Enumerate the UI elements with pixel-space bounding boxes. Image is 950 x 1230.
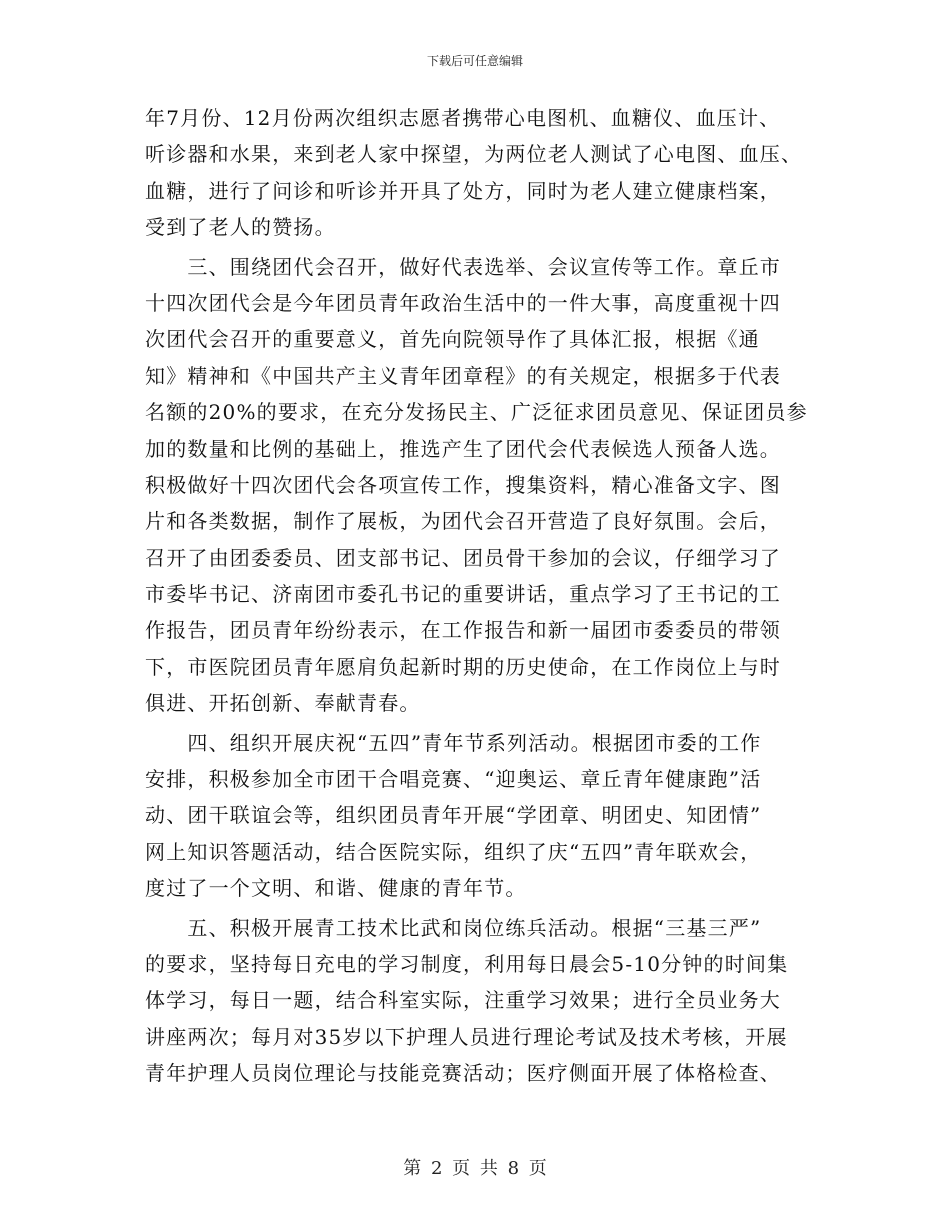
text-line: 知》精神和《中国共产主义青年团章程》的有关规定，根据多于代表	[145, 363, 781, 388]
text-line: 召开了由团委委员、团支部书记、团员骨干参加的会议，仔细学习了	[145, 545, 781, 570]
text-line: 受到了老人的赞扬。	[145, 215, 336, 240]
text-line: 片和各类数据，制作了展板，为团代会召开营造了良好氛围。会后，	[145, 509, 781, 534]
text-line: 作报告，团员青年纷纷表示，在工作报告和新一届团市委委员的带领	[145, 618, 781, 643]
text-line: 讲座两次；每月对35岁以下护理人员进行理论考试及技术考核，开展	[145, 1024, 788, 1049]
text-line: 度过了一个文明、和谐、健康的青年节。	[145, 876, 527, 901]
document-body	[145, 100, 807, 1092]
paragraph	[145, 249, 807, 722]
text-line: 名额的20%的要求，在充分发扬民主、广泛征求团员意见、保证团员参	[145, 400, 808, 425]
text-line: 青年护理人员岗位理论与技能竞赛活动；医疗侧面开展了体格检查、	[145, 1061, 781, 1086]
text-line: 加的数量和比例的基础上，推选产生了团代会代表候选人预备人选。	[145, 436, 781, 461]
paragraph	[145, 725, 807, 907]
text-line: 市委毕书记、济南团市委孔书记的重要讲话，重点学习了王书记的工	[145, 582, 781, 607]
text-line: 听诊器和水果，来到老人家中探望，为两位老人测试了心电图、血压、	[145, 142, 803, 167]
text-line: 动、团干联谊会等，组织团员青年开展“学团章、明团史、知团情”	[145, 803, 762, 828]
text-line: 网上知识答题活动，结合医院实际，组织了庆“五四”青年联欢会，	[145, 839, 762, 864]
paragraph	[145, 100, 807, 246]
text-line: 血糖，进行了问诊和听诊并开具了处方，同时为老人建立健康档案，	[145, 178, 781, 203]
text-line: 俱进、开拓创新、奉献青春。	[145, 691, 421, 716]
text-line: 安排，积极参加全市团干合唱竞赛、“迎奥运、章丘青年健康跑”活	[145, 767, 762, 792]
text-line: 次团代会召开的重要意义，首先向院领导作了具体汇报，根据《通	[145, 327, 760, 352]
paragraph	[145, 910, 807, 1092]
text-line: 四、组织开展庆祝“五四”青年节系列活动。根据团市委的工作	[145, 730, 762, 755]
text-line: 五、积极开展青工技术比武和岗位练兵活动。根据“三基三严”	[145, 915, 762, 940]
text-line: 下，市医院团员青年愿肩负起新时期的历史使命，在工作岗位上与时	[145, 654, 781, 679]
text-line: 体学习，每日一题，结合科室实际，注重学习效果；进行全员业务大	[145, 988, 781, 1013]
text-line: 的要求，坚持每日充电的学习制度，利用每日晨会5-10分钟的时间集	[145, 951, 789, 976]
text-line: 年7月份、12月份两次组织志愿者携带心电图机、血糖仪、血压计、	[145, 106, 781, 130]
text-line: 积极做好十四次团代会各项宣传工作，搜集资料，精心准备文字、图	[145, 472, 781, 497]
page-number: 第 2 页 共 8 页	[403, 1158, 547, 1179]
page-header: 下载后可任意编辑	[426, 54, 523, 68]
text-line: 十四次团代会是今年团员青年政治生活中的一件大事，高度重视十四	[145, 290, 781, 315]
text-line: 三、围绕团代会召开，做好代表选举、会议宣传等工作。章丘市	[145, 254, 781, 279]
